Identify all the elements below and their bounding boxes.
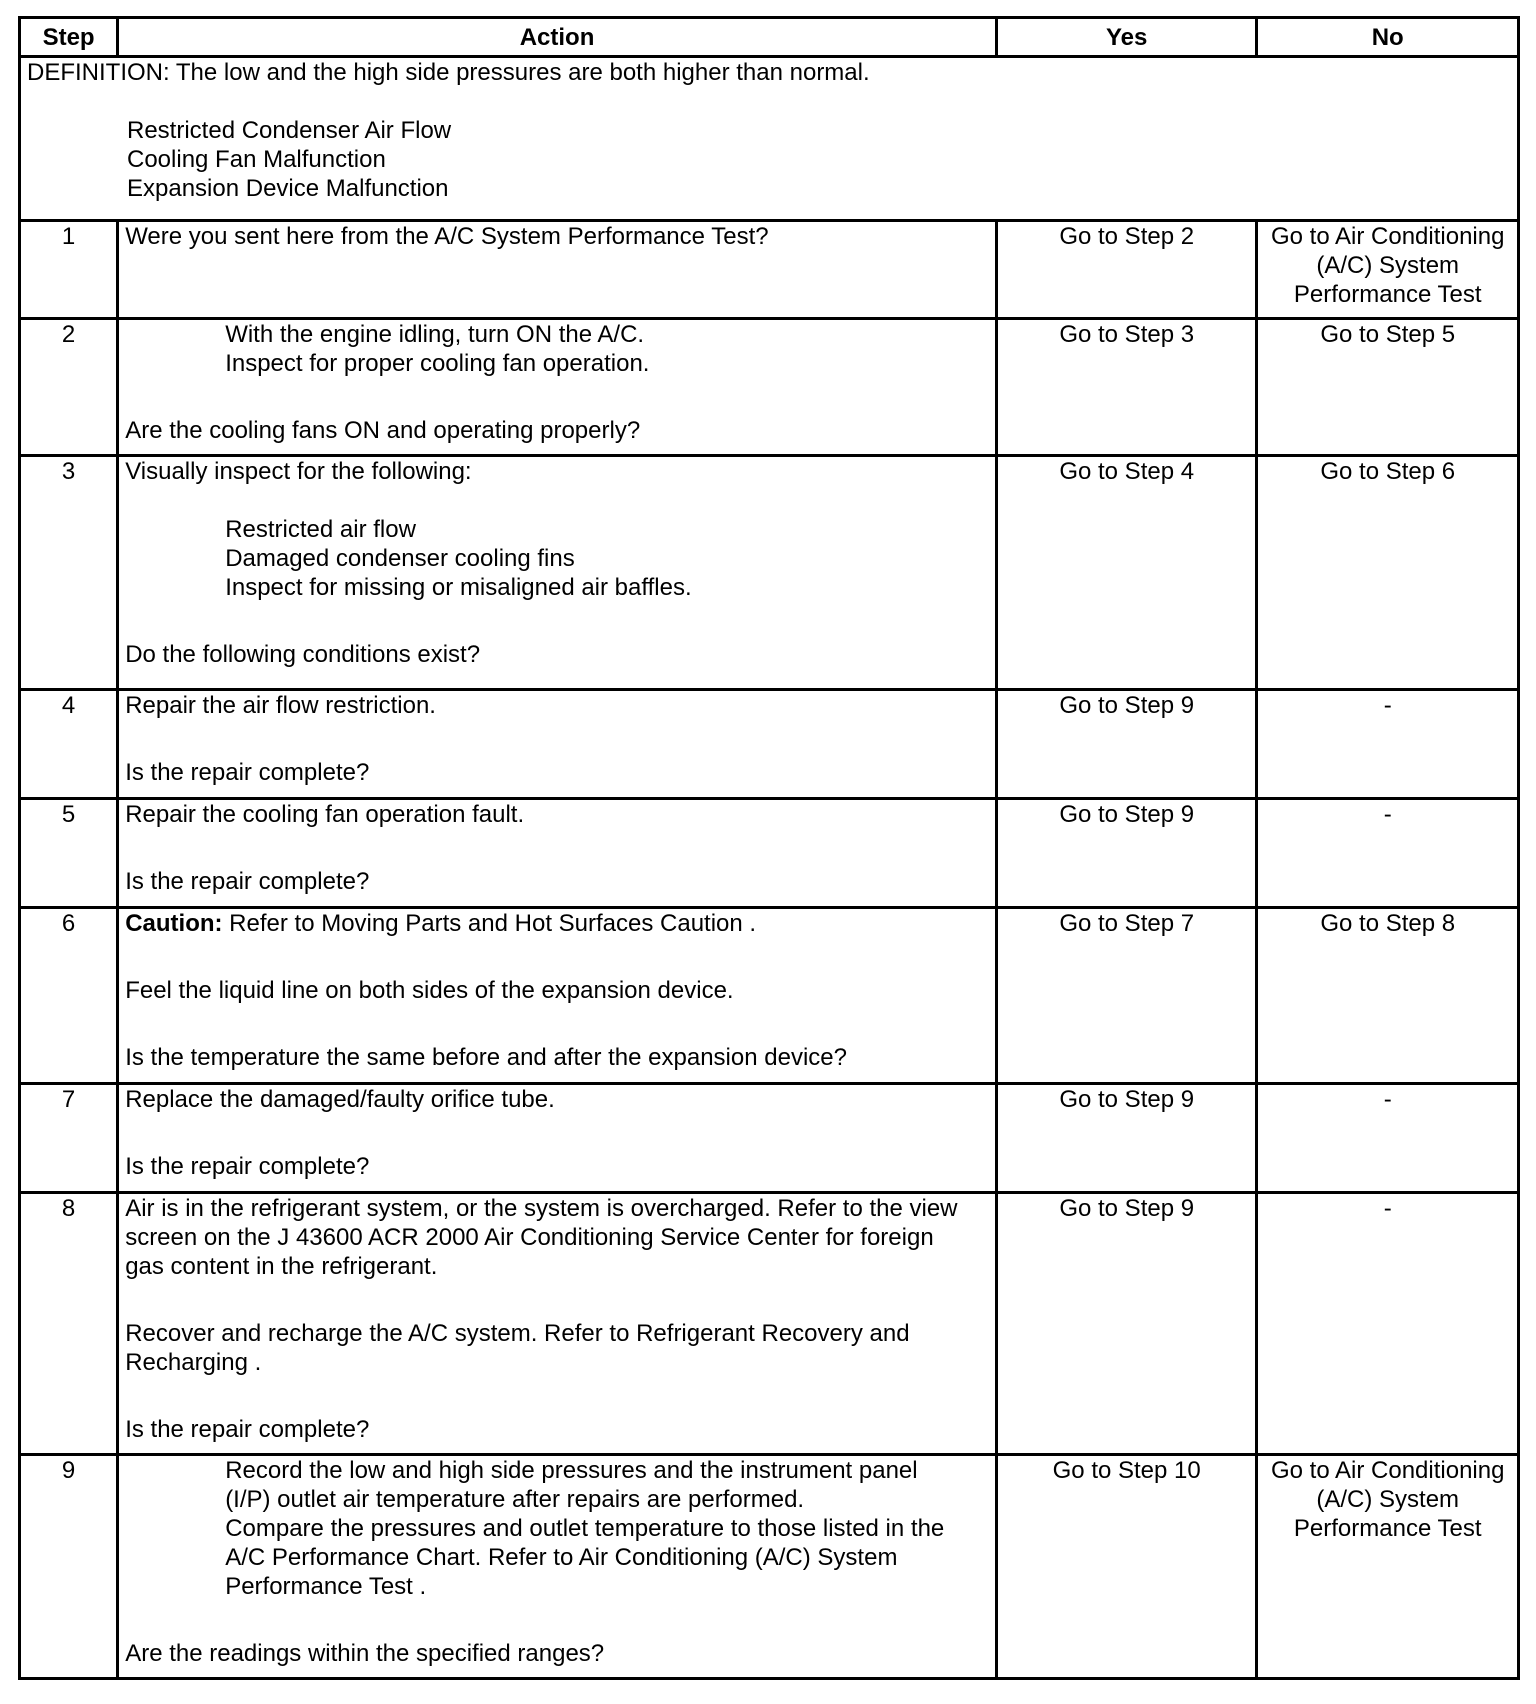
action-cell xyxy=(118,690,997,799)
definition-text: DEFINITION: The low and the high side pressures are both higher than normal. xyxy=(27,59,870,86)
step-number: 6 xyxy=(20,908,118,1084)
table-row xyxy=(20,1084,1519,1193)
no-line: (A/C) System xyxy=(1316,252,1460,279)
action-intro: Visually inspect for the following: xyxy=(125,458,472,485)
action-indented-line: Inspect for missing or misaligned air baffles. xyxy=(225,574,692,601)
definition-cell xyxy=(20,57,1519,221)
action-instruction: Feel the liquid line on both sides of the expansion device. xyxy=(125,977,734,1004)
action-indented-line: A/C Performance Chart. Refer to Air Conditioning (A/C) System xyxy=(225,1544,898,1571)
action-question: Were you sent here from the A/C System Performance Test? xyxy=(125,223,769,250)
no-cell: Go to Step 8 xyxy=(1257,908,1519,1084)
action-question: Is the repair complete? xyxy=(125,759,370,786)
step-number: 5 xyxy=(20,799,118,908)
definition-row xyxy=(20,57,1519,221)
table-row xyxy=(20,1455,1519,1679)
action-cell xyxy=(118,908,997,1084)
no-cell xyxy=(1257,221,1519,319)
no-line: Performance Test xyxy=(1293,1515,1482,1542)
yes-cell: Go to Step 4 xyxy=(996,456,1257,690)
no-cell: - xyxy=(1257,1084,1519,1193)
no-line: Performance Test xyxy=(1293,281,1482,308)
action-intro: Repair the cooling fan operation fault. xyxy=(125,801,525,828)
action-indented-line: Inspect for proper cooling fan operation. xyxy=(225,350,650,377)
step-number: 9 xyxy=(20,1455,118,1679)
action-question: Do the following conditions exist? xyxy=(125,641,481,668)
yes-cell: Go to Step 9 xyxy=(996,1193,1257,1455)
table-row xyxy=(20,1193,1519,1455)
header-row xyxy=(20,18,1519,57)
caution-text: Refer to Moving Parts and Hot Surfaces Caution . xyxy=(222,910,757,937)
action-paragraph-line: screen on the J 43600 ACR 2000 Air Conditioning Service Center for foreign xyxy=(125,1224,934,1251)
action-cell xyxy=(118,319,997,456)
caution-label: Caution: xyxy=(125,910,223,937)
step-number: 8 xyxy=(20,1193,118,1455)
action-intro: Repair the air flow restriction. xyxy=(125,692,436,719)
no-line: Go to Air Conditioning xyxy=(1270,223,1505,250)
action-paragraph-line: Recharging . xyxy=(125,1349,262,1376)
action-indented-line: Record the low and high side pressures and the instrument panel xyxy=(225,1457,918,1484)
action-cell xyxy=(118,1455,997,1679)
no-line: Go to Air Conditioning xyxy=(1270,1457,1505,1484)
diagnostic-table xyxy=(18,16,1520,1680)
action-question: Are the readings within the specified ranges? xyxy=(125,1640,605,1667)
no-cell: Go to Step 5 xyxy=(1257,319,1519,456)
yes-cell: Go to Step 9 xyxy=(996,1084,1257,1193)
table-row xyxy=(20,690,1519,799)
action-question: Is the repair complete? xyxy=(125,1153,370,1180)
action-cell xyxy=(118,221,997,319)
no-cell: - xyxy=(1257,690,1519,799)
header-no: No xyxy=(1257,18,1519,57)
yes-cell: Go to Step 3 xyxy=(996,319,1257,456)
action-indented-line: Restricted air flow xyxy=(225,516,416,543)
header-yes: Yes xyxy=(996,18,1257,57)
step-number: 3 xyxy=(20,456,118,690)
action-indented-line: (I/P) outlet air temperature after repairs are performed. xyxy=(225,1486,805,1513)
no-cell: - xyxy=(1257,1193,1519,1455)
definition-item: Cooling Fan Malfunction xyxy=(127,146,386,173)
header-action: Action xyxy=(118,18,997,57)
table-row xyxy=(20,221,1519,319)
table-row xyxy=(20,908,1519,1084)
action-cell xyxy=(118,1193,997,1455)
action-paragraph-line: Recover and recharge the A/C system. Refer to Refrigerant Recovery and xyxy=(125,1320,910,1347)
action-indented-line: Damaged condenser cooling fins xyxy=(225,545,575,572)
yes-cell: Go to Step 10 xyxy=(996,1455,1257,1679)
action-paragraph-line: Air is in the refrigerant system, or the system is overcharged. Refer to the view xyxy=(125,1195,958,1222)
definition-item: Restricted Condenser Air Flow xyxy=(127,117,452,144)
action-indented-line: Compare the pressures and outlet temperature to those listed in the xyxy=(225,1515,945,1542)
no-cell: - xyxy=(1257,799,1519,908)
yes-cell: Go to Step 2 xyxy=(996,221,1257,319)
table-row xyxy=(20,319,1519,456)
table-row xyxy=(20,799,1519,908)
header-step: Step xyxy=(20,18,118,57)
table-row xyxy=(20,456,1519,690)
action-question: Is the temperature the same before and after the expansion device? xyxy=(125,1044,847,1071)
step-number: 4 xyxy=(20,690,118,799)
action-cell xyxy=(118,1084,997,1193)
action-paragraph-line: gas content in the refrigerant. xyxy=(125,1253,438,1280)
step-number: 1 xyxy=(20,221,118,319)
step-number: 2 xyxy=(20,319,118,456)
yes-cell: Go to Step 9 xyxy=(996,690,1257,799)
yes-cell: Go to Step 9 xyxy=(996,799,1257,908)
yes-cell: Go to Step 7 xyxy=(996,908,1257,1084)
no-cell: Go to Step 6 xyxy=(1257,456,1519,690)
definition-item: Expansion Device Malfunction xyxy=(127,175,449,202)
action-indented-line: With the engine idling, turn ON the A/C. xyxy=(225,321,645,348)
action-question: Is the repair complete? xyxy=(125,1416,370,1443)
step-number: 7 xyxy=(20,1084,118,1193)
action-indented-line: Performance Test . xyxy=(225,1573,427,1600)
action-question: Is the repair complete? xyxy=(125,868,370,895)
no-cell xyxy=(1257,1455,1519,1679)
action-question: Are the cooling fans ON and operating properly? xyxy=(125,417,641,444)
action-cell xyxy=(118,799,997,908)
action-intro: Replace the damaged/faulty orifice tube. xyxy=(125,1086,555,1113)
no-line: (A/C) System xyxy=(1316,1486,1460,1513)
action-cell xyxy=(118,456,997,690)
caution-line xyxy=(125,909,989,938)
